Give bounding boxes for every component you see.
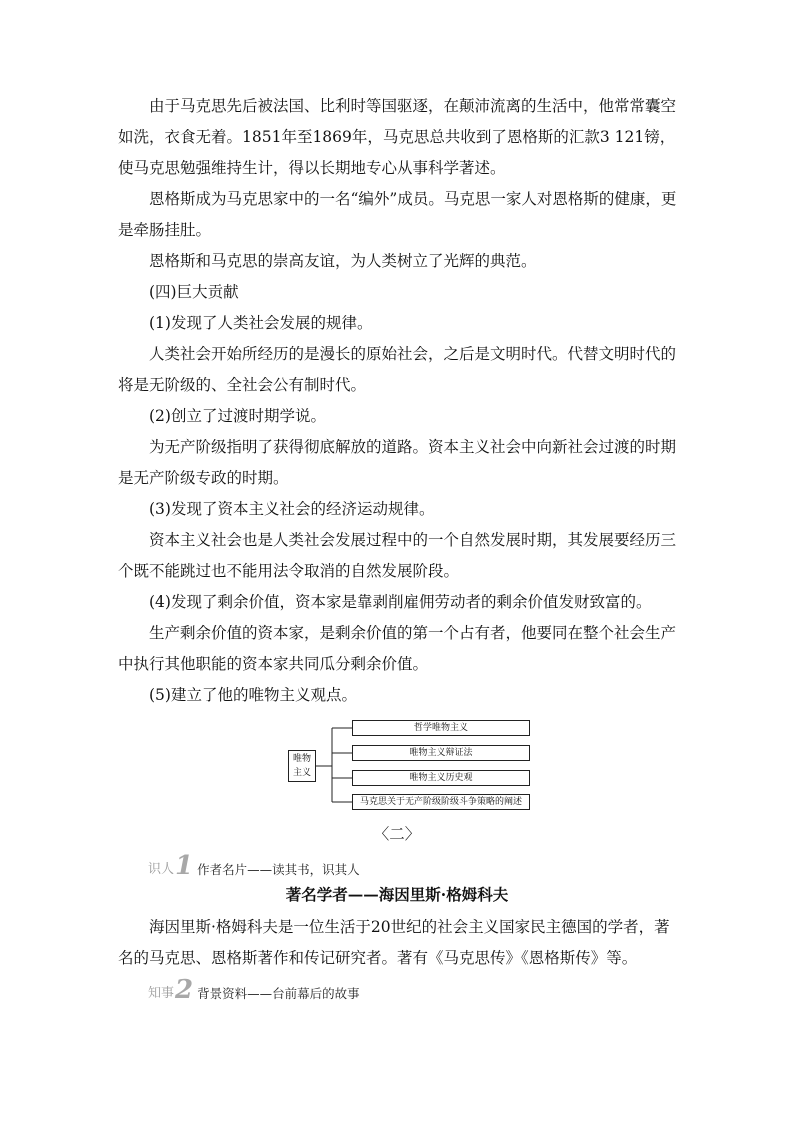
diagram-branch: 哲学唯物主义 <box>352 720 530 736</box>
contribution-4-body: 生产剩余价值的资本家，是剩余价值的第一个占有者，他要同在整个社会生产中执行其他职能的资本家共同瓜分剩余价值。 <box>118 624 677 673</box>
diagram-branch: 马克思关于无产阶级阶级斗争策略的阐述 <box>352 794 530 810</box>
contribution-1-body: 人类社会开始所经历的是漫长的原始社会，之后是文明时代。代替文明时代的将是无阶级的、全社会公有制时代。 <box>118 345 677 394</box>
section-two-title: 〈二〉 <box>373 825 421 843</box>
diagram-root: 唯物主义 <box>288 750 316 782</box>
tag-word: 识人 <box>148 862 175 877</box>
section-tag-background <box>148 975 360 1005</box>
diagram-branch: 唯物主义辩证法 <box>352 745 530 761</box>
tag-text: 背景资料——台前幕后的故事 <box>197 986 360 1001</box>
paragraph-marx-poverty: 由于马克思先后被法国、比利时等国驱逐，在颠沛流离的生活中，他常常囊空如洗，衣食无着。1851年至1869年，马克思总共收到了恩格斯的汇款3 121镑，使马克思勉强维持生计，得以长期地专心从事科学著述。 <box>118 97 677 177</box>
author-intro: 海因里斯·格姆科夫是一位生活于20世纪的社会主义国家民主德国的学者，著名的马克思、恩格斯著作和传记研究者。著有《马克思传》《恩格斯传》等。 <box>118 918 670 967</box>
author-heading: 著名学者——海因里斯·格姆科夫 <box>285 885 509 904</box>
section-heading-contributions: (四)巨大贡献 <box>149 283 239 301</box>
contribution-3-body: 资本主义社会也是人类社会发展过程中的一个自然发展时期，其发展要经历三个既不能跳过也不能用法令取消的自然发展阶段。 <box>118 531 677 580</box>
contribution-3-title: (3)发现了资本主义社会的经济运动规律。 <box>149 500 435 518</box>
materialism-diagram <box>288 718 538 816</box>
section-tag-know-person <box>148 851 360 881</box>
contribution-5-title: (5)建立了他的唯物主义观点。 <box>149 686 357 704</box>
contribution-2-body: 为无产阶级指明了获得彻底解放的道路。资本主义社会中向新社会过渡的时期是无产阶级专政的时期。 <box>118 438 677 487</box>
contribution-4-title: (4)发现了剩余价值，资本家是靠剥削雇佣劳动者的剩余价值发财致富的。 <box>149 593 652 611</box>
paragraph-friendship: 恩格斯和马克思的崇高友谊，为人类树立了光辉的典范。 <box>149 252 537 270</box>
diagram-branch: 唯物主义历史观 <box>352 770 530 786</box>
contribution-2-title: (2)创立了过渡时期学说。 <box>149 407 326 425</box>
tag-number: 1 <box>175 851 194 881</box>
tag-word: 知事 <box>148 986 175 1001</box>
tag-number: 2 <box>175 975 194 1005</box>
contribution-1-title: (1)发现了人类社会发展的规律。 <box>149 314 373 332</box>
paragraph-engels-family: 恩格斯成为马克思家中的一名“编外”成员。马克思一家人对恩格斯的健康，更是牵肠挂肚。 <box>118 190 677 239</box>
tag-text: 作者名片——读其书，识其人 <box>197 862 360 877</box>
